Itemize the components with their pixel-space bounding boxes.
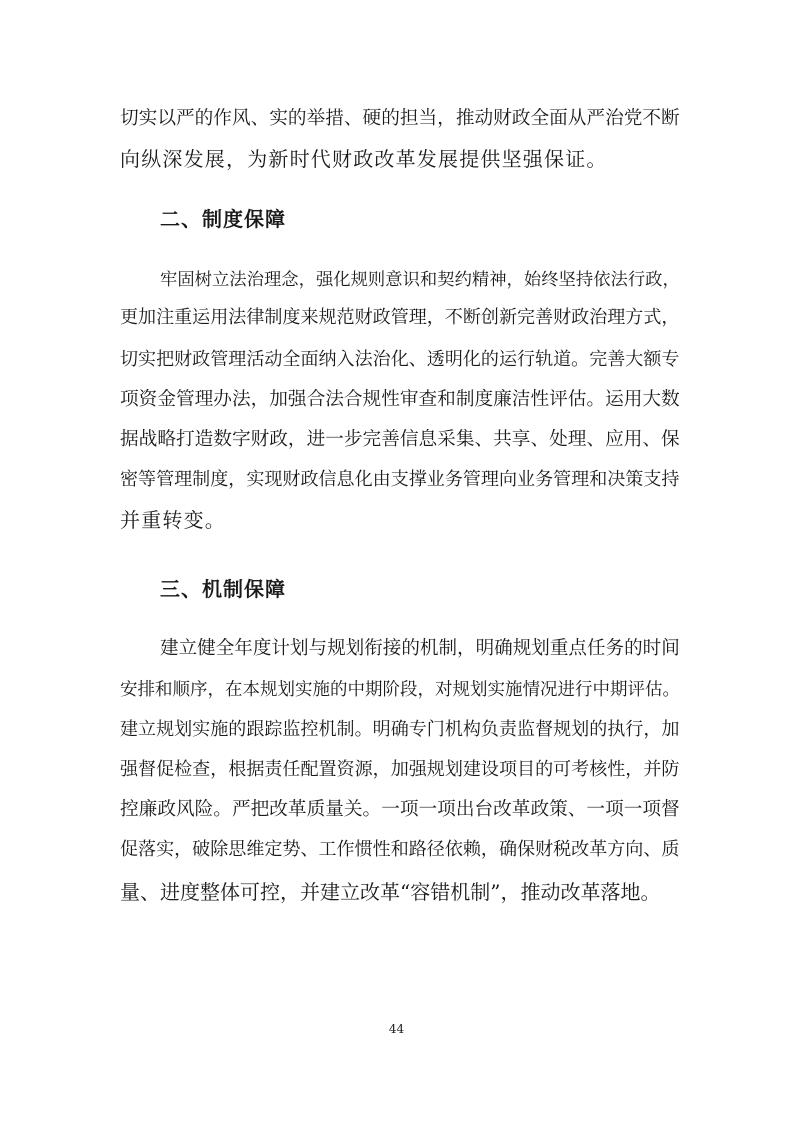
paragraph-line: 量、进度整体可控，并建立改革“容错机制”，推动改革落地。 (120, 880, 661, 904)
paragraph-line: 并重转变。 (120, 508, 226, 532)
paragraph-line: 建立健全年度计划与规划衔接的机制，明确规划重点任务的时间 (160, 638, 680, 659)
paragraph-line: 项资金管理办法，加强合法合规性审查和制度廉洁性评估。运用大数 (120, 389, 680, 410)
intro-line: 向纵深发展，为新时代财政改革发展提供坚强保证。 (120, 147, 608, 171)
paragraph-line: 更加注重运用法律制度来规范财政管理，不断创新完善财政治理方式， (120, 307, 680, 328)
intro-line: 切实以严的作风、实的举措、硬的担当，推动财政全面从严治党不断 (120, 108, 680, 129)
paragraph-line: 建立规划实施的跟踪监控机制。明确专门机构负责监督规划的执行，加 (120, 719, 680, 740)
paragraph-line: 密等管理制度，实现财政信息化由支撑业务管理向业务管理和决策支持 (120, 469, 680, 490)
paragraph-line: 牢固树立法治理念，强化规则意识和契约精神，始终坚持依法行政， (160, 270, 680, 290)
paragraph-line: 切实把财政管理活动全面纳入法治化、透明化的运行轨道。完善大额专 (120, 349, 680, 370)
section-heading-institutional: 二、制度保障 (160, 207, 286, 231)
paragraph-line: 控廉政风险。严把改革质量关。一项一项出台改革政策、一项一项督 (120, 799, 680, 820)
paragraph-line: 安排和顺序，在本规划实施的中期阶段，对规划实施情况进行中期评估。 (120, 680, 680, 700)
paragraph-line: 促落实，破除思维定势、工作惯性和路径依赖，确保财税改革方向、质 (120, 839, 680, 860)
page-number: 44 (388, 1022, 405, 1036)
paragraph-line: 强督促检查，根据责任配置资源，加强规划建设项目的可考核性，并防 (120, 759, 680, 780)
paragraph-line: 据战略打造数字财政，进一步完善信息采集、共享、处理、应用、保 (120, 429, 680, 450)
section-heading-mechanism: 三、机制保障 (160, 577, 286, 601)
